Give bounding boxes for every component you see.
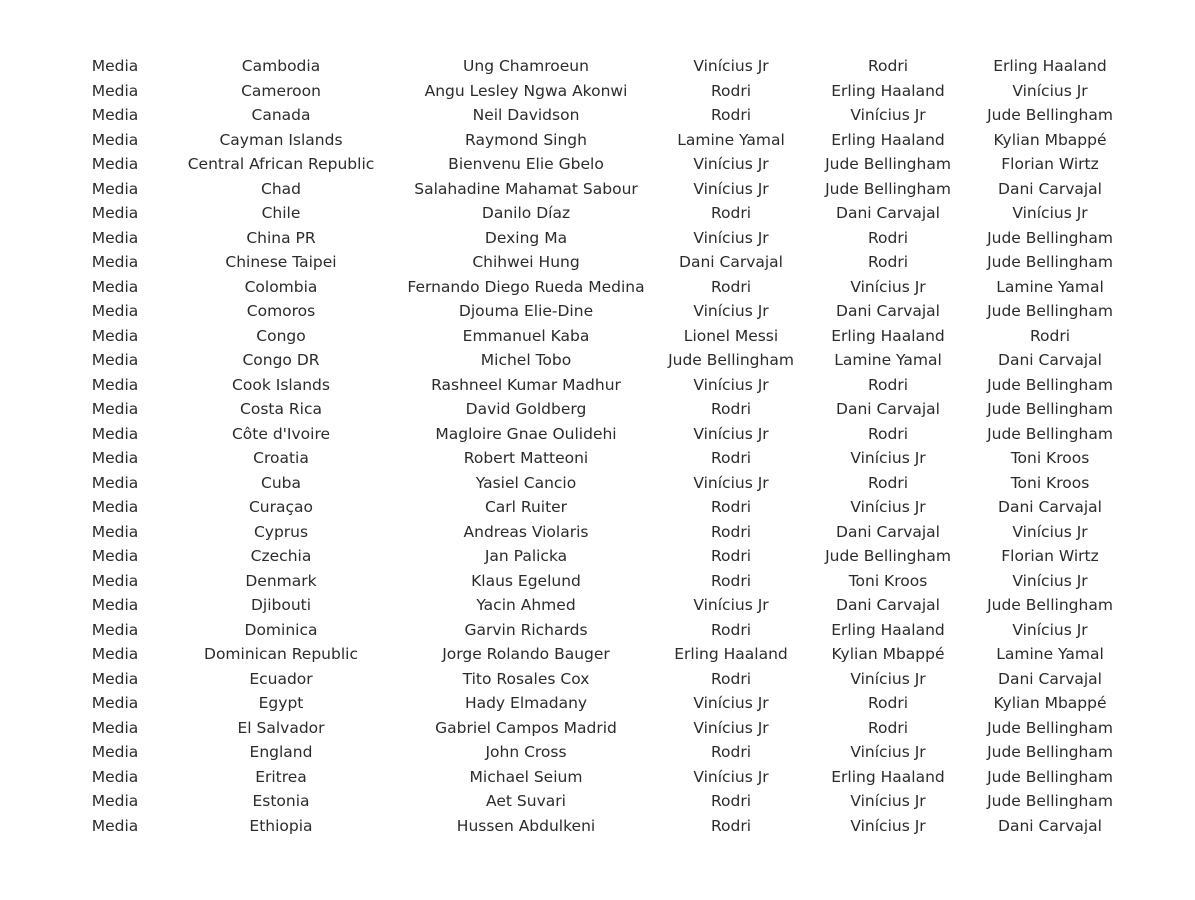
first-pick-cell: Rodri [710,620,752,639]
third-pick-cell: Dani Carvajal [998,669,1102,688]
category-cell: Media [91,228,139,247]
table-row [0,373,1195,398]
country-cell: Eritrea [255,767,307,786]
table-row [0,667,1195,692]
category-cell: Media [91,645,139,663]
first-pick-cell: Vinícius Jr [693,767,769,786]
country-cell: Congo DR [242,351,320,369]
third-pick-cell: Jude Bellingham [987,718,1113,737]
first-pick-cell: Vinícius Jr [693,596,769,614]
table-row [0,226,1195,251]
third-pick-cell: Dani Carvajal [998,498,1102,516]
category-cell: Media [91,547,139,565]
category-cell: Media [91,620,139,639]
category-cell: Media [91,57,139,75]
first-pick-cell: Vinícius Jr [693,718,769,737]
voter-name-cell: Fernando Diego Rueda Medina [407,277,645,296]
second-pick-cell: Vinícius Jr [850,449,926,467]
first-pick-cell: Jude Bellingham [668,351,794,369]
category-cell: Media [91,571,139,590]
voter-name-cell: Angu Lesley Ngwa Akonwi [424,81,628,100]
third-pick-cell: Lamine Yamal [996,645,1104,663]
third-pick-cell: Jude Bellingham [987,302,1113,320]
table-row [0,544,1195,569]
table-row [0,324,1195,349]
third-pick-cell: Kylian Mbappé [993,694,1107,712]
second-pick-cell: Dani Carvajal [836,204,940,222]
voter-name-cell: Raymond Singh [465,130,587,149]
category-cell: Media [91,596,139,614]
table-row [0,103,1195,128]
category-cell: Media [91,522,139,541]
category-cell: Media [91,424,139,443]
country-cell: El Salvador [237,718,325,737]
voter-name-cell: Tito Rosales Cox [462,669,590,688]
category-cell: Media [91,351,139,369]
second-pick-cell: Dani Carvajal [836,400,940,418]
third-pick-cell: Jude Bellingham [987,424,1113,443]
third-pick-cell: Florian Wirtz [1001,155,1099,173]
voting-table [0,54,1195,838]
country-cell: Ecuador [249,669,313,688]
category-cell: Media [91,130,139,149]
country-cell: Cameroon [241,81,321,100]
first-pick-cell: Rodri [710,204,752,222]
second-pick-cell: Erling Haaland [831,326,945,345]
third-pick-cell: Dani Carvajal [998,351,1102,369]
second-pick-cell: Vinícius Jr [850,669,926,688]
third-pick-cell: Jude Bellingham [987,767,1113,786]
table-row [0,593,1195,618]
first-pick-cell: Rodri [710,106,752,124]
third-pick-cell: Rodri [1029,326,1071,345]
third-pick-cell: Jude Bellingham [987,375,1113,394]
third-pick-cell: Jude Bellingham [987,400,1113,418]
voter-name-cell: Neil Davidson [472,106,580,124]
voter-name-cell: Emmanuel Kaba [462,326,590,345]
voter-name-cell: Carl Ruiter [484,498,568,516]
table-row [0,128,1195,153]
country-cell: England [249,743,313,761]
category-cell: Media [91,498,139,516]
category-cell: Media [91,743,139,761]
voter-name-cell: Chihwei Hung [472,253,580,271]
table-row [0,152,1195,177]
second-pick-cell: Dani Carvajal [836,596,940,614]
table-row [0,642,1195,667]
category-cell: Media [91,694,139,712]
table-row [0,789,1195,814]
category-cell: Media [91,277,139,296]
first-pick-cell: Rodri [710,792,752,810]
voter-name-cell: Yasiel Cancio [475,473,577,492]
voter-name-cell: Robert Matteoni [463,449,589,467]
country-cell: Chad [261,179,301,198]
voter-name-cell: Aet Suvari [486,792,566,810]
category-cell: Media [91,106,139,124]
table-row [0,716,1195,741]
third-pick-cell: Jude Bellingham [987,106,1113,124]
voter-name-cell: Hussen Abdulkeni [456,816,596,835]
category-cell: Media [91,816,139,835]
country-cell: Denmark [245,571,317,590]
first-pick-cell: Rodri [710,547,752,565]
country-cell: Comoros [246,302,316,320]
voter-name-cell: Jan Palicka [484,547,568,565]
category-cell: Media [91,326,139,345]
table-row [0,740,1195,765]
second-pick-cell: Rodri [867,375,909,394]
table-row [0,54,1195,79]
table-row [0,348,1195,373]
table-row [0,618,1195,643]
first-pick-cell: Rodri [710,571,752,590]
table-row [0,201,1195,226]
voter-name-cell: Danilo Díaz [481,204,571,222]
country-cell: Croatia [253,449,309,467]
first-pick-cell: Rodri [710,522,752,541]
table-row [0,250,1195,275]
voter-name-cell: Magloire Gnae Oulidehi [435,424,617,443]
category-cell: Media [91,204,139,222]
first-pick-cell: Vinícius Jr [693,424,769,443]
second-pick-cell: Vinícius Jr [850,106,926,124]
second-pick-cell: Vinícius Jr [850,792,926,810]
country-cell: Egypt [258,694,304,712]
country-cell: Canada [251,106,311,124]
table-row [0,765,1195,790]
first-pick-cell: Rodri [710,743,752,761]
voter-name-cell: Jorge Rolando Bauger [442,645,610,663]
category-cell: Media [91,792,139,810]
table-row [0,471,1195,496]
first-pick-cell: Rodri [710,81,752,100]
second-pick-cell: Rodri [867,228,909,247]
category-cell: Media [91,155,139,173]
country-cell: Cuba [261,473,301,492]
second-pick-cell: Erling Haaland [831,130,945,149]
voter-name-cell: Salahadine Mahamat Sabour [414,179,638,198]
country-cell: Ethiopia [249,816,313,835]
second-pick-cell: Vinícius Jr [850,816,926,835]
third-pick-cell: Jude Bellingham [987,743,1113,761]
second-pick-cell: Vinícius Jr [850,743,926,761]
table-row [0,691,1195,716]
voter-name-cell: Garvin Richards [464,620,588,639]
third-pick-cell: Toni Kroos [1010,473,1090,492]
voter-name-cell: Gabriel Campos Madrid [435,718,617,737]
voter-name-cell: John Cross [485,743,567,761]
voter-name-cell: Dexing Ma [484,228,568,247]
second-pick-cell: Jude Bellingham [825,179,951,198]
second-pick-cell: Dani Carvajal [836,302,940,320]
voter-name-cell: Bienvenu Elie Gbelo [448,155,604,173]
first-pick-cell: Rodri [710,277,752,296]
first-pick-cell: Vinícius Jr [693,302,769,320]
third-pick-cell: Kylian Mbappé [993,130,1107,149]
first-pick-cell: Lamine Yamal [677,130,785,149]
third-pick-cell: Vinícius Jr [1012,81,1088,100]
third-pick-cell: Florian Wirtz [1001,547,1099,565]
voter-name-cell: Klaus Egelund [471,571,581,590]
first-pick-cell: Lionel Messi [683,326,779,345]
table-row [0,177,1195,202]
voter-name-cell: Michel Tobo [480,351,572,369]
category-cell: Media [91,449,139,467]
country-cell: Djibouti [250,596,312,614]
first-pick-cell: Rodri [710,449,752,467]
country-cell: Dominican Republic [204,645,358,663]
second-pick-cell: Toni Kroos [848,571,928,590]
country-cell: Central African Republic [187,155,375,173]
country-cell: Curaçao [248,498,314,516]
third-pick-cell: Lamine Yamal [996,277,1104,296]
country-cell: Czechia [250,547,312,565]
second-pick-cell: Lamine Yamal [834,351,942,369]
table-row [0,422,1195,447]
third-pick-cell: Vinícius Jr [1012,204,1088,222]
voter-name-cell: Ung Chamroeun [463,57,589,75]
second-pick-cell: Rodri [867,57,909,75]
third-pick-cell: Vinícius Jr [1012,620,1088,639]
first-pick-cell: Rodri [710,669,752,688]
table-row [0,397,1195,422]
first-pick-cell: Vinícius Jr [693,473,769,492]
voter-name-cell: Andreas Violaris [463,522,589,541]
table-row [0,446,1195,471]
third-pick-cell: Dani Carvajal [998,179,1102,198]
category-cell: Media [91,375,139,394]
first-pick-cell: Vinícius Jr [693,694,769,712]
first-pick-cell: Dani Carvajal [679,253,783,271]
category-cell: Media [91,718,139,737]
country-cell: Côte d'Ivoire [231,424,331,443]
second-pick-cell: Jude Bellingham [825,547,951,565]
table-row [0,275,1195,300]
second-pick-cell: Kylian Mbappé [831,645,945,663]
third-pick-cell: Vinícius Jr [1012,571,1088,590]
second-pick-cell: Erling Haaland [831,81,945,100]
table-row [0,814,1195,839]
third-pick-cell: Dani Carvajal [998,816,1102,835]
third-pick-cell: Toni Kroos [1010,449,1090,467]
category-cell: Media [91,473,139,492]
second-pick-cell: Dani Carvajal [836,522,940,541]
category-cell: Media [91,400,139,418]
first-pick-cell: Rodri [710,816,752,835]
voter-name-cell: Djouma Elie-Dine [458,302,594,320]
second-pick-cell: Rodri [867,473,909,492]
country-cell: Chinese Taipei [225,253,337,271]
first-pick-cell: Rodri [710,498,752,516]
second-pick-cell: Jude Bellingham [825,155,951,173]
second-pick-cell: Erling Haaland [831,767,945,786]
table-row [0,79,1195,104]
category-cell: Media [91,81,139,100]
country-cell: Estonia [252,792,310,810]
first-pick-cell: Rodri [710,400,752,418]
country-cell: Costa Rica [240,400,322,418]
country-cell: Dominica [244,620,318,639]
second-pick-cell: Rodri [867,694,909,712]
voter-name-cell: Rashneel Kumar Madhur [431,375,621,394]
table-row [0,495,1195,520]
second-pick-cell: Vinícius Jr [850,498,926,516]
category-cell: Media [91,179,139,198]
third-pick-cell: Jude Bellingham [987,596,1113,614]
first-pick-cell: Vinícius Jr [693,179,769,198]
first-pick-cell: Vinícius Jr [693,375,769,394]
country-cell: China PR [246,228,316,247]
voter-name-cell: Michael Seium [469,767,583,786]
category-cell: Media [91,302,139,320]
country-cell: Cyprus [253,522,309,541]
first-pick-cell: Vinícius Jr [693,228,769,247]
country-cell: Congo [256,326,306,345]
second-pick-cell: Vinícius Jr [850,277,926,296]
category-cell: Media [91,767,139,786]
second-pick-cell: Rodri [867,718,909,737]
table-row [0,569,1195,594]
voter-name-cell: Hady Elmadany [464,694,588,712]
country-cell: Cambodia [241,57,321,75]
country-cell: Cayman Islands [219,130,343,149]
voter-name-cell: Yacin Ahmed [476,596,576,614]
second-pick-cell: Rodri [867,253,909,271]
third-pick-cell: Erling Haaland [993,57,1107,75]
third-pick-cell: Jude Bellingham [987,792,1113,810]
first-pick-cell: Vinícius Jr [693,57,769,75]
category-cell: Media [91,669,139,688]
first-pick-cell: Vinícius Jr [693,155,769,173]
country-cell: Chile [261,204,301,222]
table-row [0,299,1195,324]
third-pick-cell: Jude Bellingham [987,228,1113,247]
second-pick-cell: Erling Haaland [831,620,945,639]
country-cell: Cook Islands [232,375,330,394]
first-pick-cell: Erling Haaland [674,645,788,663]
voter-name-cell: David Goldberg [465,400,587,418]
country-cell: Colombia [244,277,318,296]
category-cell: Media [91,253,139,271]
second-pick-cell: Rodri [867,424,909,443]
table-row [0,520,1195,545]
third-pick-cell: Vinícius Jr [1012,522,1088,541]
third-pick-cell: Jude Bellingham [987,253,1113,271]
